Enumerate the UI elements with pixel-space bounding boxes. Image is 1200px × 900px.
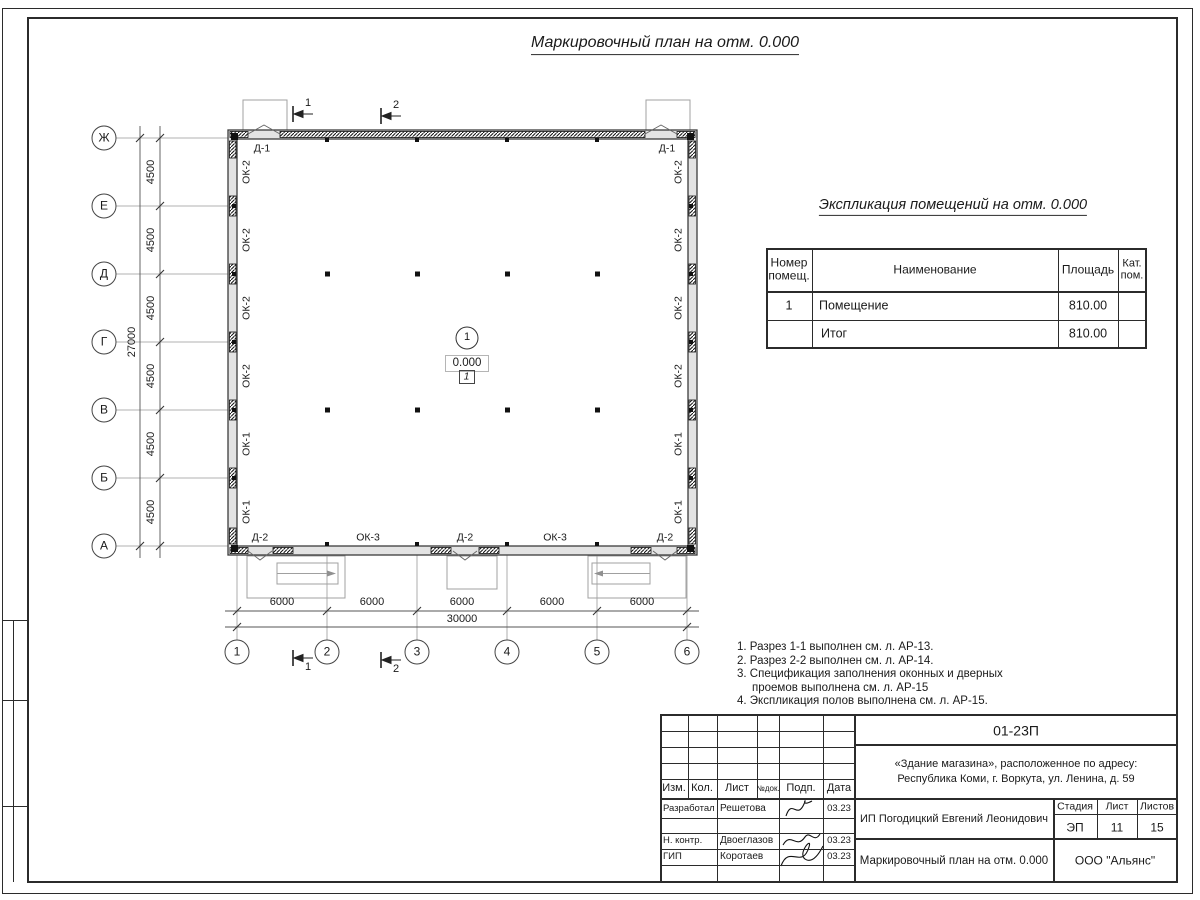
title-block-line xyxy=(660,731,856,732)
window-label-right: ОК-1 xyxy=(672,500,685,524)
axis-row-bubble-label: В xyxy=(99,402,109,417)
note-line: 2. Разрез 2-2 выполнен см. л. АР-14. xyxy=(737,654,934,667)
axis-row-bubble-label: Д xyxy=(99,266,109,281)
col-header-category: Кат. пом. xyxy=(1120,257,1144,282)
title-block-line xyxy=(660,747,856,748)
title-block-line xyxy=(660,798,856,800)
title-block-line xyxy=(1097,800,1098,840)
room-number: 1 xyxy=(463,331,471,344)
dim-left-segment: 4500 xyxy=(145,159,158,185)
section-mark-label: 1 xyxy=(304,661,312,674)
window-label-left: ОК-2 xyxy=(240,228,253,252)
note-line: 4. Экспликация полов выполнена см. л. АР-15. xyxy=(737,695,988,708)
section-mark-label: 2 xyxy=(392,99,400,112)
window-label-right: ОК-2 xyxy=(672,228,685,252)
sheet-title: Маркировочный план на отм. 0.000 xyxy=(531,35,799,55)
outer-border-right xyxy=(1192,8,1193,894)
window-label-right: ОК-2 xyxy=(672,296,685,320)
project-address-line2: Республика Коми, г. Воркута, ул. Ленина, д. 59 xyxy=(897,773,1135,786)
dim-left-segment: 4500 xyxy=(145,499,158,525)
title-block-line xyxy=(660,818,856,819)
cell-total-area: 810.00 xyxy=(1068,326,1108,341)
rev-col-header: Лист xyxy=(725,782,749,795)
title-block-line xyxy=(854,744,1178,746)
role-name: Решетова xyxy=(720,802,766,814)
client-name: ИП Погодицкий Евгений Леонидович xyxy=(860,813,1048,826)
role-name: Коротаев xyxy=(720,850,764,862)
outer-border-top xyxy=(2,8,1193,9)
drawing-title: Маркировочный план на отм. 0.000 xyxy=(859,854,1049,867)
dim-left-segment: 4500 xyxy=(145,295,158,321)
axis-col-bubble-label: 5 xyxy=(593,644,601,659)
outer-border-bottom xyxy=(2,893,1193,894)
cell-room-area: 810.00 xyxy=(1068,298,1108,313)
title-block-line xyxy=(823,714,824,800)
window-label-left: ОК-2 xyxy=(240,296,253,320)
notes-block xyxy=(737,641,1003,709)
title-block-line xyxy=(1053,814,1178,815)
rev-col-header: Кол. xyxy=(691,782,713,795)
role-label: Н. контр. xyxy=(663,835,703,847)
table-border xyxy=(766,248,1147,250)
title-block-line xyxy=(779,800,780,883)
title-block-line xyxy=(823,800,824,883)
table-row-line xyxy=(766,320,1147,321)
frame-right xyxy=(1176,17,1178,883)
dim-bottom-segment: 6000 xyxy=(449,596,475,609)
room-elevation: 0.000 xyxy=(452,356,482,369)
window-label-left: ОК-1 xyxy=(240,500,253,524)
window-label-left: ОК-2 xyxy=(240,364,253,388)
axis-col-bubble-label: 6 xyxy=(683,644,691,659)
axis-row-bubble-label: А xyxy=(99,538,109,553)
axis-row-bubble-label: Ж xyxy=(98,130,110,145)
col-header-area: Площадь xyxy=(1061,262,1115,277)
dim-left-segment: 4500 xyxy=(145,363,158,389)
rev-col-header: Подп. xyxy=(786,782,816,795)
note-line: проемов выполнена см. л. АР-15 xyxy=(752,681,929,694)
dim-bottom-segment: 6000 xyxy=(359,596,385,609)
rev-col-header: Дата xyxy=(826,782,852,795)
table-border xyxy=(766,347,1147,349)
axis-row-bubble-label: Е xyxy=(99,198,109,213)
sheet-label: Лист xyxy=(1105,800,1129,813)
note-line: 3. Спецификация заполнения оконных и дверных xyxy=(737,668,1003,681)
sheets-total: 15 xyxy=(1150,820,1164,835)
frame-left xyxy=(27,17,29,883)
sheet-number: 11 xyxy=(1110,820,1124,835)
signature-checker xyxy=(783,834,820,845)
section-mark-label: 1 xyxy=(304,97,312,110)
title-block-line xyxy=(660,763,856,764)
title-block-line xyxy=(660,714,1178,716)
rev-col-header: №док. xyxy=(756,783,780,793)
frame-top xyxy=(27,17,1178,19)
role-date: 03.23 xyxy=(827,851,851,863)
rev-col-header: Изм. xyxy=(662,782,686,795)
table-header-line xyxy=(766,291,1147,293)
door-label-top: Д-1 xyxy=(253,142,271,155)
title-block-line xyxy=(717,714,718,800)
title-block-line xyxy=(854,798,1178,800)
cell-room-number: 1 xyxy=(785,298,793,313)
dim-bottom-segment: 6000 xyxy=(269,596,295,609)
axis-col-bubble-label: 3 xyxy=(413,644,421,659)
side-stamp-line xyxy=(3,700,27,701)
doc-number: 01-23П xyxy=(993,722,1039,739)
outer-border-left xyxy=(2,8,3,894)
window-label-right: ОК-2 xyxy=(672,364,685,388)
note-line: 1. Разрез 1-1 выполнен см. л. АР-13. xyxy=(737,641,934,653)
axis-col-bubble-label: 1 xyxy=(233,644,241,659)
title-block-line xyxy=(688,714,689,800)
cell-room-name: Помещение xyxy=(819,298,889,313)
role-date: 03.23 xyxy=(827,803,851,815)
role-label: Разработал xyxy=(663,803,715,815)
col-header-name: Наименование xyxy=(893,262,977,277)
window-label-right: ОК-2 xyxy=(672,160,685,184)
role-label: ГИП xyxy=(663,851,682,863)
signature-developer xyxy=(786,801,812,816)
axis-col-bubble-label: 4 xyxy=(503,644,511,659)
dim-left-segment: 4500 xyxy=(145,431,158,457)
title-block-line xyxy=(854,838,1178,840)
title-block-line xyxy=(660,865,856,866)
floor-type-mark: 1 xyxy=(463,370,470,383)
axis-row-bubble-label: Б xyxy=(100,470,108,485)
sheets-label: Листов xyxy=(1139,800,1175,813)
title-block-line xyxy=(1053,800,1055,883)
explication-title: Экспликация помещений на отм. 0.000 xyxy=(819,198,1087,216)
dim-bottom-total: 30000 xyxy=(446,613,478,626)
window-label-left: ОК-2 xyxy=(240,160,253,184)
stage-value: ЭП xyxy=(1066,820,1084,835)
window-door-label-bottom: ОК-3 xyxy=(356,531,380,544)
window-door-label-bottom: Д-2 xyxy=(251,531,269,544)
cell-total-label: Итог xyxy=(821,326,848,341)
title-block-line xyxy=(660,779,856,780)
window-label-right: ОК-1 xyxy=(672,432,685,456)
dim-left-segment: 4500 xyxy=(145,227,158,253)
project-address-line1: «Здание магазина», расположенное по адресу: xyxy=(894,758,1138,771)
section-mark-label: 2 xyxy=(392,663,400,676)
window-label-left: ОК-1 xyxy=(240,432,253,456)
window-door-label-bottom: ОК-3 xyxy=(543,531,567,544)
signature-gip xyxy=(781,843,823,866)
side-stamp-divider xyxy=(13,620,14,882)
company-name: ООО "Альянс" xyxy=(1074,853,1156,868)
dim-bottom-segment: 6000 xyxy=(629,596,655,609)
door-label-top: Д-1 xyxy=(658,142,676,155)
title-block-line xyxy=(1137,800,1138,840)
dim-bottom-segment: 6000 xyxy=(539,596,565,609)
title-block-line xyxy=(717,800,718,883)
frame-bottom xyxy=(27,881,1178,883)
role-date: 03.23 xyxy=(827,835,851,847)
col-header-room-number: Номер помещ. xyxy=(768,255,810,283)
window-door-label-bottom: Д-2 xyxy=(456,531,474,544)
dim-left-total: 27000 xyxy=(126,326,139,358)
window-door-label-bottom: Д-2 xyxy=(656,531,674,544)
axis-col-bubble-label: 2 xyxy=(323,644,331,659)
side-stamp-line xyxy=(3,620,27,621)
stage-label: Стадия xyxy=(1057,800,1093,813)
ramp-arrows xyxy=(327,571,603,577)
role-name: Двоеглазов xyxy=(720,834,774,846)
side-stamp-line xyxy=(3,806,27,807)
axis-row-bubble-label: Г xyxy=(100,334,108,349)
